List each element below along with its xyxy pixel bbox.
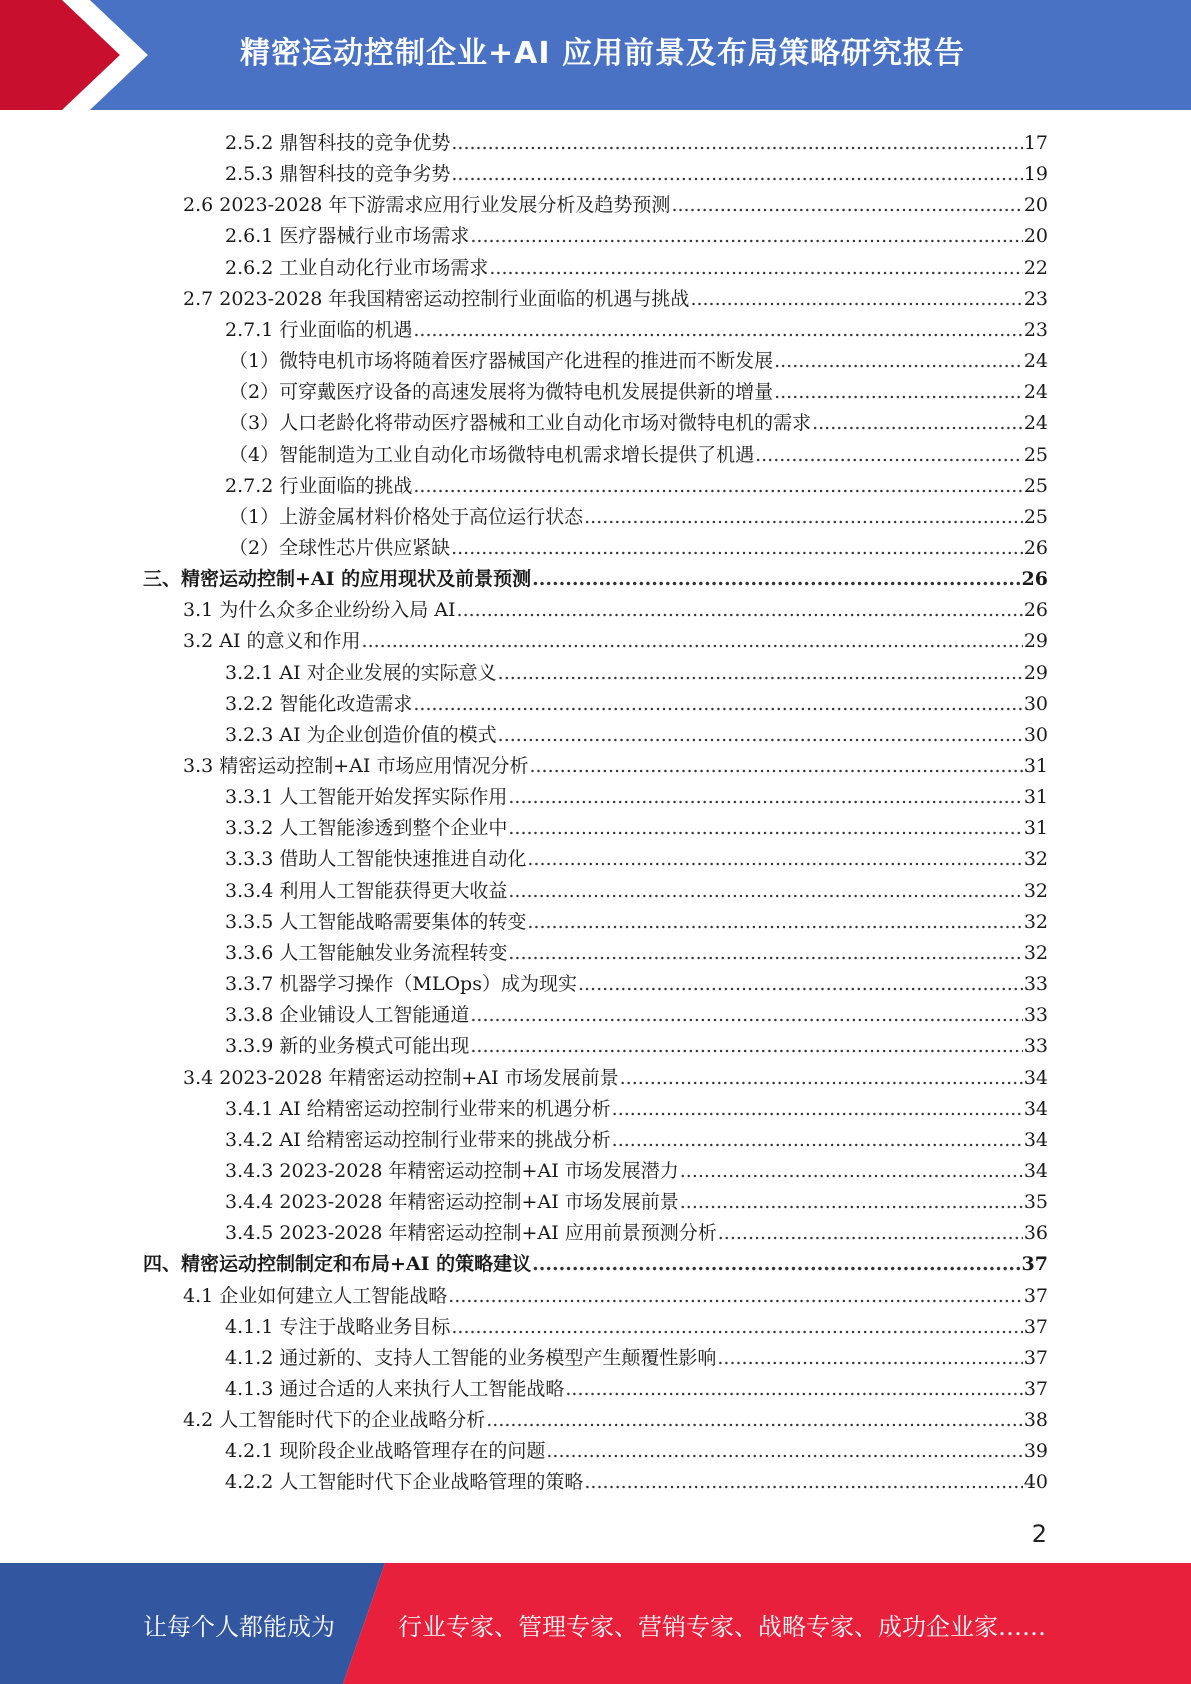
toc-dot-leader <box>612 1094 1023 1125</box>
toc-entry[interactable] <box>225 221 1048 252</box>
toc-entry[interactable] <box>225 128 1048 159</box>
toc-entry-page: 20 <box>1023 225 1048 247</box>
toc-entry[interactable] <box>225 1343 1048 1374</box>
toc-entry-page: 34 <box>1023 1129 1048 1151</box>
toc-entry-page: 33 <box>1023 973 1048 995</box>
toc-dot-leader <box>508 876 1022 907</box>
toc-entry-page: 17 <box>1023 132 1048 154</box>
toc-entry-title: 3.4.2 AI 给精密运动控制行业带来的挑战分析 <box>225 1129 611 1151</box>
toc-entry-title: 3.2.1 AI 对企业发展的实际意义 <box>225 662 497 684</box>
toc-dot-leader <box>718 1218 1023 1249</box>
toc-entry[interactable] <box>225 471 1048 502</box>
toc-entry[interactable] <box>225 782 1048 813</box>
toc-entry[interactable] <box>183 1063 1048 1094</box>
toc-dot-leader <box>578 969 1023 1000</box>
toc-entry[interactable] <box>225 813 1048 844</box>
toc-entry-page: 35 <box>1023 1191 1048 1213</box>
toc-entry-title: 3.3.5 人工智能战略需要集体的转变 <box>225 911 527 933</box>
toc-entry-page: 31 <box>1023 817 1048 839</box>
toc-dot-leader <box>498 720 1023 751</box>
toc-entry[interactable] <box>229 533 1048 564</box>
toc-entry-page: 30 <box>1023 693 1048 715</box>
report-title: 精密运动控制企业+AI 应用前景及布局策略研究报告 <box>240 36 965 71</box>
toc-entry-page: 40 <box>1023 1471 1048 1493</box>
toc-entry-page: 25 <box>1023 444 1048 466</box>
toc-dot-leader <box>717 1343 1022 1374</box>
toc-entry[interactable] <box>225 253 1048 284</box>
toc-dot-leader <box>532 1249 1020 1280</box>
toc-entry[interactable] <box>225 1187 1048 1218</box>
toc-entry-page: 39 <box>1023 1440 1048 1462</box>
toc-entry-title: 3.3.1 人工智能开始发挥实际作用 <box>225 786 508 808</box>
toc-entry[interactable] <box>143 1249 1048 1280</box>
toc-entry-page: 20 <box>1023 194 1048 216</box>
toc-dot-leader <box>470 1000 1022 1031</box>
toc-entry[interactable] <box>225 1000 1048 1031</box>
toc-dot-leader <box>690 284 1022 315</box>
toc-entry-page: 24 <box>1023 350 1048 372</box>
toc-entry-title: 3.2.2 智能化改造需求 <box>225 693 413 715</box>
toc-dot-leader <box>529 751 1022 782</box>
toc-dot-leader <box>498 658 1023 689</box>
toc-entry[interactable] <box>225 1156 1048 1187</box>
toc-dot-leader <box>620 1063 1023 1094</box>
toc-entry-title: 4.1.3 通过合适的人来执行人工智能战略 <box>225 1378 565 1400</box>
toc-entry-title: 4.2.1 现阶段企业战略管理存在的问题 <box>225 1440 546 1462</box>
toc-entry-title: 3.4.5 2023-2028 年精密运动控制+AI 应用前景预测分析 <box>225 1222 717 1244</box>
toc-entry-title: 4.2 人工智能时代下的企业战略分析 <box>183 1409 486 1431</box>
toc-entry-page: 29 <box>1023 662 1048 684</box>
toc-entry-title: 2.6 2023-2028 年下游需求应用行业发展分析及趋势预测 <box>183 194 671 216</box>
toc-entry-page: 25 <box>1023 506 1048 528</box>
toc-entry-title: 2.7.1 行业面临的机遇 <box>225 319 413 341</box>
toc-entry-title: 2.5.2 鼎智科技的竞争优势 <box>225 132 451 154</box>
toc-entry[interactable] <box>225 1467 1048 1498</box>
toc-entry[interactable] <box>225 969 1048 1000</box>
toc-entry-title: 三、精密运动控制+AI 的应用现状及前景预测 <box>143 568 532 590</box>
toc-entry-page: 37 <box>1023 1378 1048 1400</box>
toc-entry-title: 3.3.7 机器学习操作（MLOps）成为现实 <box>225 973 577 995</box>
toc-dot-leader <box>774 377 1023 408</box>
toc-entry-title: 3.3.9 新的业务模式可能出现 <box>225 1035 470 1057</box>
toc-dot-leader <box>486 1405 1023 1436</box>
toc-entry-page: 37 <box>1021 1253 1048 1275</box>
toc-dot-leader <box>489 253 1022 284</box>
toc-entry-page: 33 <box>1023 1035 1048 1057</box>
toc-entry[interactable] <box>225 1094 1048 1125</box>
toc-entry-title: （1）微特电机市场将随着医疗器械国产化进程的推进而不断发展 <box>229 350 774 372</box>
toc-entry-title: 2.6.2 工业自动化行业市场需求 <box>225 257 489 279</box>
toc-entry-page: 37 <box>1023 1347 1048 1369</box>
toc-entry-page: 38 <box>1023 1409 1048 1431</box>
toc-entry-title: 2.7.2 行业面临的挑战 <box>225 475 413 497</box>
toc-entry-page: 34 <box>1023 1160 1048 1182</box>
toc-entry-title: 3.3.6 人工智能触发业务流程转变 <box>225 942 508 964</box>
toc-entry-page: 26 <box>1023 537 1048 559</box>
toc-dot-leader <box>451 533 1023 564</box>
toc-entry[interactable] <box>225 689 1048 720</box>
toc-dot-leader <box>755 440 1023 471</box>
toc-entry-page: 29 <box>1023 630 1048 652</box>
toc-entry-title: 3.4.4 2023-2028 年精密运动控制+AI 市场发展前景 <box>225 1191 679 1213</box>
toc-entry[interactable] <box>183 190 1048 221</box>
toc-entry-page: 32 <box>1023 880 1048 902</box>
toc-entry-title: 3.2.3 AI 为企业创造价值的模式 <box>225 724 497 746</box>
toc-dot-leader <box>451 128 1022 159</box>
toc-entry-page: 33 <box>1023 1004 1048 1026</box>
toc-entry-page: 22 <box>1023 257 1048 279</box>
toc-entry-title: 3.3 精密运动控制+AI 市场应用情况分析 <box>183 755 529 777</box>
toc-entry-page: 32 <box>1023 848 1048 870</box>
toc-dot-leader <box>584 502 1023 533</box>
toc-dot-leader <box>532 564 1020 595</box>
toc-entry[interactable] <box>183 1281 1048 1312</box>
toc-entry-title: （1）上游金属材料价格处于高位运行状态 <box>229 506 584 528</box>
toc-dot-leader <box>457 595 1023 626</box>
toc-entry-title: （3）人口老龄化将带动医疗器械和工业自动化市场对微特电机的需求 <box>229 412 812 434</box>
toc-entry-page: 34 <box>1023 1067 1048 1089</box>
toc-entry[interactable] <box>225 1125 1048 1156</box>
toc-entry-title: 2.6.1 医疗器械行业市场需求 <box>225 225 470 247</box>
toc-entry-title: 3.4 2023-2028 年精密运动控制+AI 市场发展前景 <box>183 1067 619 1089</box>
toc-entry-title: 3.3.8 企业铺设人工智能通道 <box>225 1004 470 1026</box>
toc-dot-leader <box>451 159 1022 190</box>
toc-entry-title: 4.1 企业如何建立人工智能战略 <box>183 1285 448 1307</box>
toc-entry[interactable] <box>225 1312 1048 1343</box>
toc-entry[interactable] <box>229 377 1048 408</box>
page-number: 2 <box>1031 1520 1047 1548</box>
toc-entry-page: 31 <box>1023 755 1048 777</box>
toc-entry-title: 四、精密运动控制制定和布局+AI 的策略建议 <box>143 1253 532 1275</box>
toc-entry-title: （2）可穿戴医疗设备的高速发展将为微特电机发展提供新的增量 <box>229 381 774 403</box>
toc-entry[interactable] <box>229 408 1048 439</box>
footer-slogan-right: 行业专家、管理专家、营销专家、战略专家、成功企业家…… <box>398 1613 1046 1641</box>
toc-entry[interactable] <box>183 751 1048 782</box>
toc-entry[interactable] <box>225 907 1048 938</box>
toc-dot-leader <box>470 221 1022 252</box>
toc-entry-page: 26 <box>1023 599 1048 621</box>
toc-entry[interactable] <box>225 315 1048 346</box>
toc-entry-page: 31 <box>1023 786 1048 808</box>
toc-dot-leader <box>612 1125 1023 1156</box>
toc-entry[interactable] <box>225 1218 1048 1249</box>
toc-entry[interactable] <box>225 1436 1048 1467</box>
toc-dot-leader <box>565 1374 1022 1405</box>
toc-dot-leader <box>413 471 1022 502</box>
toc-entry-title: 2.7 2023-2028 年我国精密运动控制行业面临的机遇与挑战 <box>183 288 690 310</box>
toc-entry[interactable] <box>143 564 1048 595</box>
toc-entry[interactable] <box>225 1374 1048 1405</box>
toc-entry[interactable] <box>183 1405 1048 1436</box>
toc-entry-page: 30 <box>1023 724 1048 746</box>
toc-entry[interactable] <box>225 938 1048 969</box>
toc-entry-title: 3.2 AI 的意义和作用 <box>183 630 361 652</box>
page-header <box>0 0 1191 110</box>
toc-entry[interactable] <box>183 626 1048 657</box>
toc-entry[interactable] <box>225 658 1048 689</box>
toc-entry[interactable] <box>229 440 1048 471</box>
toc-dot-leader <box>774 346 1023 377</box>
toc-dot-leader <box>362 626 1023 657</box>
toc-entry-page: 37 <box>1023 1285 1048 1307</box>
toc-dot-leader <box>508 938 1022 969</box>
toc-entry-page: 24 <box>1023 412 1048 434</box>
toc-entry-title: 3.4.3 2023-2028 年精密运动控制+AI 市场发展潜力 <box>225 1160 679 1182</box>
toc-dot-leader <box>527 844 1022 875</box>
toc-dot-leader <box>413 689 1022 720</box>
toc-entry-page: 23 <box>1023 319 1048 341</box>
toc-entry-title: 2.5.3 鼎智科技的竞争劣势 <box>225 163 451 185</box>
toc-entry[interactable] <box>229 346 1048 377</box>
toc-entry[interactable] <box>225 876 1048 907</box>
toc-entry-page: 25 <box>1023 475 1048 497</box>
toc-entry-title: 3.4.1 AI 给精密运动控制行业带来的机遇分析 <box>225 1098 611 1120</box>
footer-slogan-left: 让每个人都能成为 <box>143 1613 335 1641</box>
toc-entry-page: 26 <box>1021 568 1048 590</box>
toc-entry-page: 24 <box>1023 381 1048 403</box>
page-footer <box>0 1563 1191 1684</box>
toc-entry-title: 4.1.2 通过新的、支持人工智能的业务模型产生颠覆性影响 <box>225 1347 717 1369</box>
toc-entry-page: 19 <box>1023 163 1048 185</box>
toc-dot-leader <box>546 1436 1022 1467</box>
toc-dot-leader <box>584 1467 1022 1498</box>
toc-dot-leader <box>470 1031 1022 1062</box>
toc-entry[interactable] <box>225 720 1048 751</box>
toc-entry[interactable] <box>183 284 1048 315</box>
toc-entry-page: 36 <box>1023 1222 1048 1244</box>
toc-entry-title: 3.3.3 借助人工智能快速推进自动化 <box>225 848 527 870</box>
toc-entry-title: （4）智能制造为工业自动化市场微特电机需求增长提供了机遇 <box>229 444 755 466</box>
toc-dot-leader <box>680 1156 1023 1187</box>
toc-dot-leader <box>448 1281 1023 1312</box>
toc-entry-page: 23 <box>1023 288 1048 310</box>
toc-dot-leader <box>680 1187 1023 1218</box>
toc-entry-title: 4.1.1 专注于战略业务目标 <box>225 1316 451 1338</box>
toc-entry-title: 3.3.4 利用人工智能获得更大收益 <box>225 880 508 902</box>
toc-dot-leader <box>508 813 1022 844</box>
toc-dot-leader <box>451 1312 1022 1343</box>
toc-dot-leader <box>527 907 1022 938</box>
toc-entry-title: 3.1 为什么众多企业纷纷入局 AI <box>183 599 456 621</box>
toc-entry[interactable] <box>225 1031 1048 1062</box>
toc-entry[interactable] <box>225 159 1048 190</box>
toc-entry-page: 37 <box>1023 1316 1048 1338</box>
toc-entry-page: 34 <box>1023 1098 1048 1120</box>
toc-dot-leader <box>508 782 1022 813</box>
toc-entry[interactable] <box>225 844 1048 875</box>
toc-entry-page: 32 <box>1023 942 1048 964</box>
toc-entry[interactable] <box>229 502 1048 533</box>
toc-entry-title: 4.2.2 人工智能时代下企业战略管理的策略 <box>225 1471 584 1493</box>
toc-entry-title: 3.3.2 人工智能渗透到整个企业中 <box>225 817 508 839</box>
toc-entry-page: 32 <box>1023 911 1048 933</box>
toc-dot-leader <box>812 408 1023 439</box>
toc-entry-title: （2）全球性芯片供应紧缺 <box>229 537 451 559</box>
toc-dot-leader <box>413 315 1022 346</box>
toc-dot-leader <box>671 190 1022 221</box>
toc-entry[interactable] <box>183 595 1048 626</box>
